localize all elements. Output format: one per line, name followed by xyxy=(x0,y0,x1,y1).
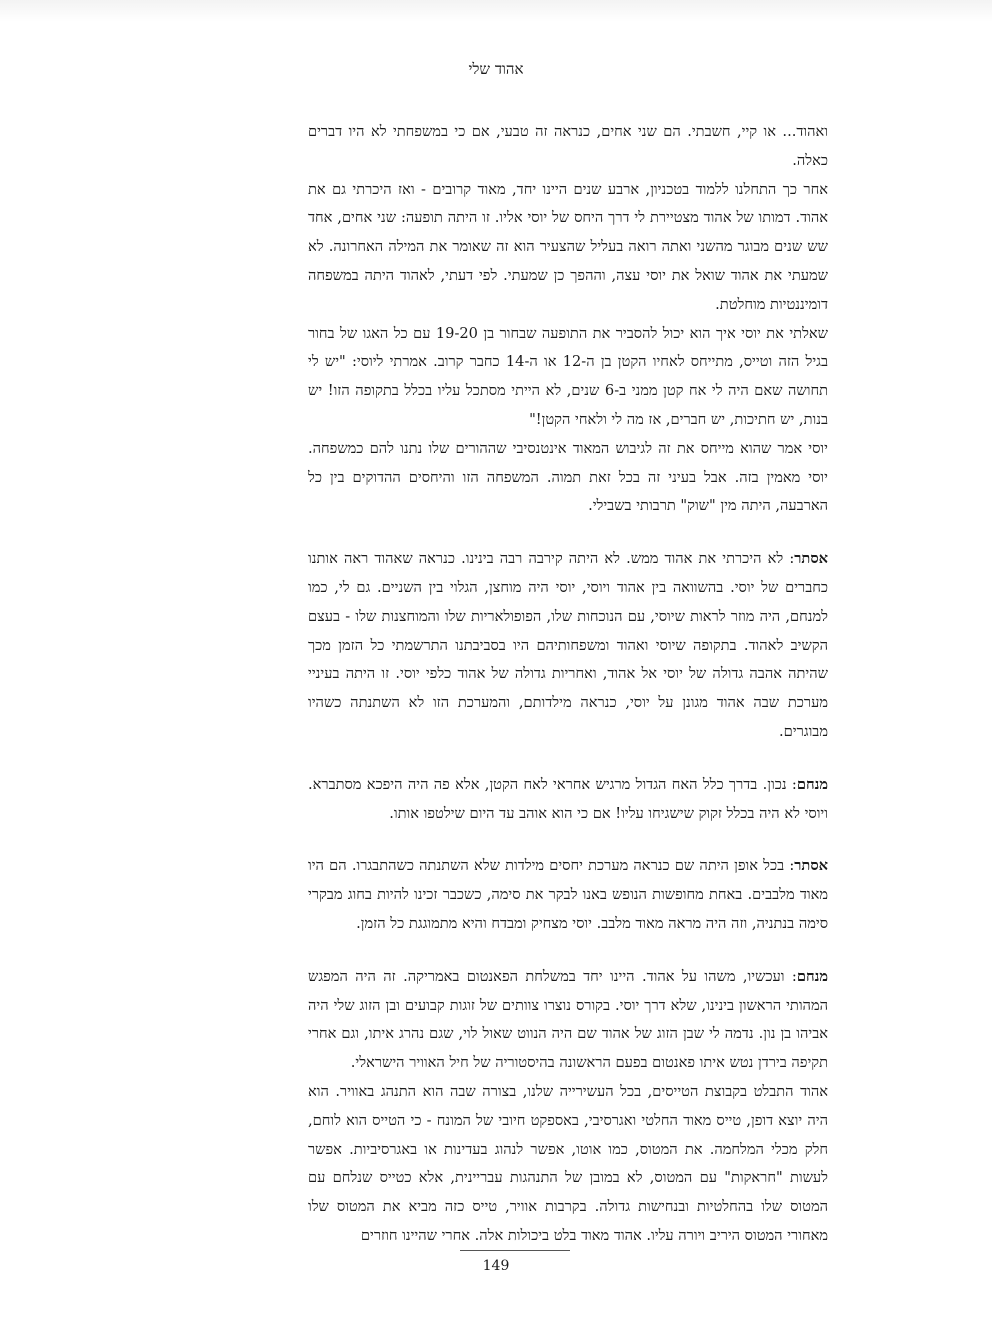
speaker-name: מנחם xyxy=(796,775,828,793)
paragraph xyxy=(308,771,828,829)
paragraph xyxy=(308,118,828,176)
paragraph xyxy=(308,320,828,435)
footer-divider xyxy=(460,1250,570,1251)
paragraph xyxy=(308,963,828,1078)
paragraph-text: : נכון. בדרך כלל האח הגדול מרגיש אחראי לאח הקטן, אלא פה היה היפכא מסתברא. ויוסי לא היה בכלל זקוק שישגיחו עליו! אם כי הוא אוהב עד היום שילטפו אותו. xyxy=(308,775,828,822)
paragraph-text: : לא היכרתי את אהוד ממש. לא היתה קירבה רבה בינינו. כנראה שאהוד ראה אותנו כחברים של יוסי. בהשוואה בין אהוד ויוסי, יוסי היה מוחצן, הגלוי בין השניים. גם לי, כמו למנחם, היה מוזר לראות שיוסי, עם הנוכחות שלו, הפופולאריות שלו והמוחצנות שלו - בעצם הקשיב לאהוד. בתקופה שיוסי ואהוד ומשפחותיהם היו בסביבתנו התרשמתי כל הזמן מכך שהיתה אהבה גדולה של יוסי אל אהוד, ואחריות גדולה של אהוד כלפי יוסי. זו היתה בעיניי מערכת שבה אהוד מגונן על יוסי, כנראה מילדותם, והמערכת הזו לא השתנתה כשהיו מבוגרים. xyxy=(308,550,828,740)
paragraph-text: שאלתי את יוסי איך הוא יכול להסביר את התופעה שבחור בן 19-20 עם כל האגו של בחור בגיל הזה וטייס, מתייחס לאחיו הקטן בן ה-12 או ה-14 כחבר קרוב. אמרתי ליוסי: "יש לי תחושה שאם היה לי אח קטן ממני ב-6 שנים, לא הייתי מסתכל עליו בכלל בתקופה הזו! יש בנות, יש חתיכות, יש חברים, אז מה לי ולאחי הקטן!" xyxy=(308,324,829,428)
running-header: אהוד שלי xyxy=(468,60,524,78)
speaker-name: אסתר xyxy=(794,857,828,875)
page-number: 149 xyxy=(482,1258,510,1274)
paragraph xyxy=(308,852,828,938)
paragraph-text: : בכל אופן היתה שם כנראה מערכת יחסים מילדות שלא השתנתה כשהתבגרו. הם היו מאוד מלבבים. באחת מחופשות הנופש באנו לבקר את סימה, כשכבר זכינו להיות בחוג מבקרי סימה בנתניה, וזה היה מראה מאוד מלבב. יוסי מצחיק ומבדח והיא מתמוגגת כל הזמן. xyxy=(308,857,828,932)
paragraph-text: : ועכשיו, משהו על אהוד. היינו יחד במשלחת הפאנטום באמריקה. זה היה המפגש המהותי הראשון בינינו, שלא דרך יוסי. בקורס נוצרו צוותים של זוגות קבועים ובן הזוג שלי היה אביהו בן נון. נדמה לי שבן הזוג של אהוד שם היה הנווט שאול לוי, שגם נהרג איתו, וגם אחרי תקיפה בירדן נטש איתו פאנטום בפעם הראשונה בהיסטוריה של חיל האוויר הישראלי. xyxy=(308,967,828,1072)
speaker-name: מנחם xyxy=(796,967,828,985)
body-text xyxy=(308,118,828,1251)
paragraph-text: אחר כך התחלנו ללמוד בטכניון, ארבע שנים היינו יחד, מאוד קרובים - ואז היכרתי גם את אהוד. דמותו של אהוד מצטיירת לי דרך היחס של יוסי אליו. זו היתה תופעה: שני אחים, אחד שש שנים מבוגר מהשני ואתה רואה בעליל שהצעיר הוא זה שאומר את המילה האחרונה. לא שמעתי את אהוד שואל את יוסי עצה, וההפך כן שמעתי. לפי דעתי, לאהוד היתה במשפחה דומיננטיות מוחלטת. xyxy=(308,180,828,313)
paragraph-text: יוסי אמר שהוא מייחס את זה לגיבוש המאוד אינטנסיבי שההורים שלו נתנו להם כמשפחה. יוסי מאמין בזה. אבל בעיני זה בכל זאת תמוה. המשפחה הזו והיחסים ההדוקים בין כל הארבעה, היתה מין "שוק" תרבותי בשבילי. xyxy=(308,439,828,515)
paragraph-text: ואהוד... או קיי, חשבתי. הם שני אחים, כנראה זה טבעי, אם כי במשפחתי לא היו דברים כאלה. xyxy=(308,123,828,169)
paragraph xyxy=(308,176,828,320)
paragraph xyxy=(308,1078,828,1251)
paragraph-text: אהוד התבלט בקבוצת הטייסים, בכל העשירייה שלנו, בצורה שבה הוא התנהג באוויר. הוא היה יוצא דופן, טייס מאוד החלטי ואגרסיבי, באספקט חיובי של המונח - כי הטייס הוא לוחם, חלק מכלי המלחמה. את המטוס, כמו אוטו, אפשר לנהוג בעדינות או באגרסיביות. אפשר לעשות "חראקות" עם המטוס, לא במובן של התנהגות עבריינית, אלא כטייס שנלחם עם המטוס שלו בהחלטיות ובנחישות גדולה. בקרבות אוויר, טייס כזה מביא את המטוס שלו מאחורי המטוס היריב ויורה עליו. אהוד מאוד בלט ביכולות אלה. אחרי שהיינו חוזרים xyxy=(308,1082,829,1244)
speaker-name: אסתר xyxy=(794,550,828,568)
paragraph xyxy=(308,545,828,747)
paragraph xyxy=(308,435,828,521)
